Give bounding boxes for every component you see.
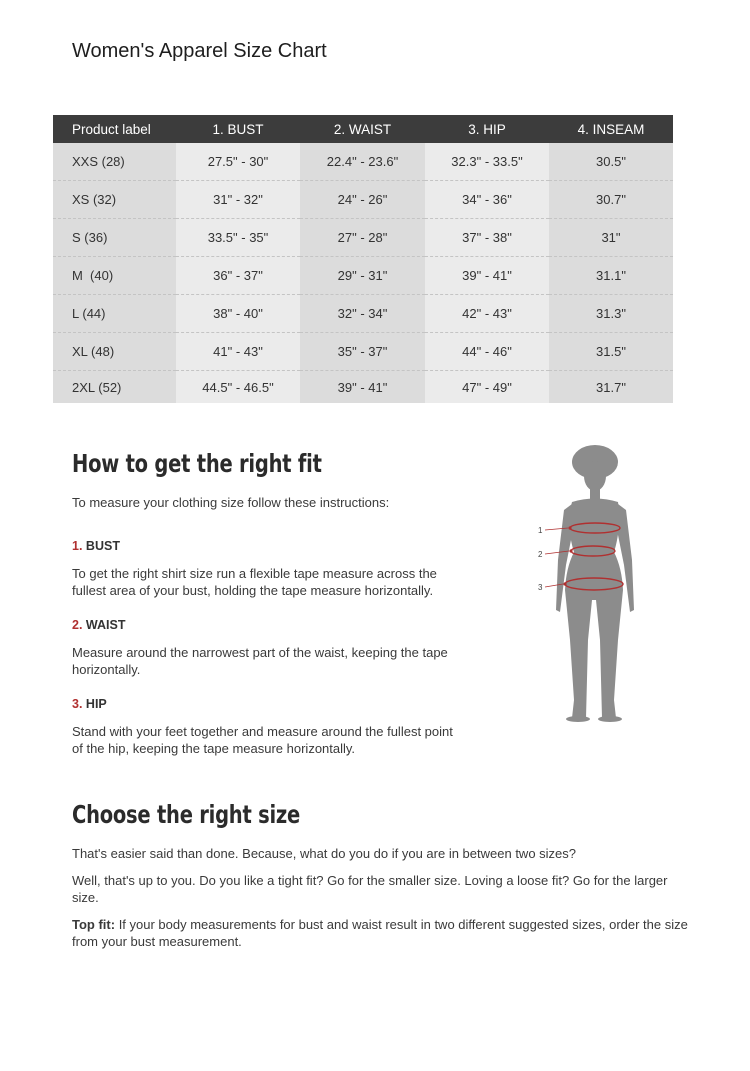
bust-cell: 33.5" - 35" bbox=[176, 219, 300, 257]
table-row bbox=[53, 257, 673, 295]
header-inseam: 4. INSEAM bbox=[549, 115, 673, 143]
inseam-cell: 30.7" bbox=[549, 181, 673, 219]
size-label: S (36) bbox=[53, 219, 176, 257]
hip-subheading bbox=[72, 697, 107, 711]
hip-instructions: Stand with your feet together and measure around the fullest point of the hip, keeping the tape measure horizontally. bbox=[72, 724, 453, 756]
waist-cell: 35" - 37" bbox=[300, 333, 425, 371]
hip-cell: 32.3" - 33.5" bbox=[425, 143, 549, 181]
header-product-label: Product label bbox=[53, 115, 176, 143]
step-label: HIP bbox=[85, 697, 107, 711]
size-label: XL (48) bbox=[53, 333, 176, 371]
bust-cell: 44.5" - 46.5" bbox=[176, 371, 300, 404]
waist-cell: 24" - 26" bbox=[300, 181, 425, 219]
header-bust: 1. BUST bbox=[176, 115, 300, 143]
step-number: 1. bbox=[72, 539, 83, 553]
table-row bbox=[53, 219, 673, 257]
choose-paragraph-3 bbox=[72, 916, 697, 950]
size-label: XS (32) bbox=[53, 181, 176, 219]
table-row bbox=[53, 181, 673, 219]
step-label: BUST bbox=[85, 539, 120, 553]
bust-instructions: To get the right shirt size run a flexible tape measure across the fullest area of your bust, holding the tape measure horizontally. bbox=[72, 566, 437, 598]
inseam-cell: 31.3" bbox=[549, 295, 673, 333]
fit-heading: How to get the right fit bbox=[72, 449, 322, 478]
bust-cell: 27.5" - 30" bbox=[176, 143, 300, 181]
top-fit-text: If your body measurements for bust and waist result in two different suggested sizes, order the size from your bust measurement. bbox=[72, 917, 692, 949]
bust-cell: 36" - 37" bbox=[176, 257, 300, 295]
bust-subheading bbox=[72, 539, 120, 553]
hip-cell: 44" - 46" bbox=[425, 333, 549, 371]
waist-cell: 22.4" - 23.6" bbox=[300, 143, 425, 181]
waist-cell: 39" - 41" bbox=[300, 371, 425, 404]
header-hip: 3. HIP bbox=[425, 115, 549, 143]
waist-cell: 29" - 31" bbox=[300, 257, 425, 295]
page-title: Women's Apparel Size Chart bbox=[72, 40, 327, 62]
step-number: 2. bbox=[72, 618, 83, 632]
size-chart-table bbox=[53, 115, 673, 403]
choose-paragraph-2: Well, that's up to you. Do you like a tight fit? Go for the smaller size. Loving a loose fit? Go for the larger size. bbox=[72, 873, 668, 905]
inseam-cell: 31.7" bbox=[549, 371, 673, 404]
table-row bbox=[53, 333, 673, 371]
choose-heading: Choose the right size bbox=[72, 800, 301, 829]
inseam-cell: 31.1" bbox=[549, 257, 673, 295]
inseam-cell: 30.5" bbox=[549, 143, 673, 181]
top-fit-label: Top fit: bbox=[72, 917, 116, 932]
table-row bbox=[53, 295, 673, 333]
hip-cell: 42" - 43" bbox=[425, 295, 549, 333]
body-measurement-figure bbox=[530, 440, 650, 730]
waist-instructions: Measure around the narrowest part of the waist, keeping the tape horizontally. bbox=[72, 645, 448, 677]
size-label: XXS (28) bbox=[53, 143, 176, 181]
step-number: 3. bbox=[72, 697, 83, 711]
table-row bbox=[53, 371, 673, 404]
bust-cell: 38" - 40" bbox=[176, 295, 300, 333]
bust-cell: 41" - 43" bbox=[176, 333, 300, 371]
table-header-row bbox=[53, 115, 673, 143]
size-label: M (40) bbox=[53, 257, 176, 295]
waist-cell: 32" - 34" bbox=[300, 295, 425, 333]
table-row bbox=[53, 143, 673, 181]
size-label: 2XL (52) bbox=[53, 371, 176, 404]
hip-cell: 47" - 49" bbox=[425, 371, 549, 404]
size-label: L (44) bbox=[53, 295, 176, 333]
measure-label-3: 3 bbox=[538, 583, 543, 592]
step-label: WAIST bbox=[85, 618, 126, 632]
hip-cell: 37" - 38" bbox=[425, 219, 549, 257]
inseam-cell: 31" bbox=[549, 219, 673, 257]
hip-cell: 34" - 36" bbox=[425, 181, 549, 219]
waist-subheading bbox=[72, 618, 126, 632]
measure-label-2: 2 bbox=[538, 550, 543, 559]
bust-cell: 31" - 32" bbox=[176, 181, 300, 219]
inseam-cell: 31.5" bbox=[549, 333, 673, 371]
hip-cell: 39" - 41" bbox=[425, 257, 549, 295]
measure-label-1: 1 bbox=[538, 526, 543, 535]
fit-intro: To measure your clothing size follow these instructions: bbox=[72, 495, 390, 510]
choose-paragraph-1: That's easier said than done. Because, what do you do if you are in between two sizes? bbox=[72, 846, 577, 861]
waist-cell: 27" - 28" bbox=[300, 219, 425, 257]
header-waist: 2. WAIST bbox=[300, 115, 425, 143]
